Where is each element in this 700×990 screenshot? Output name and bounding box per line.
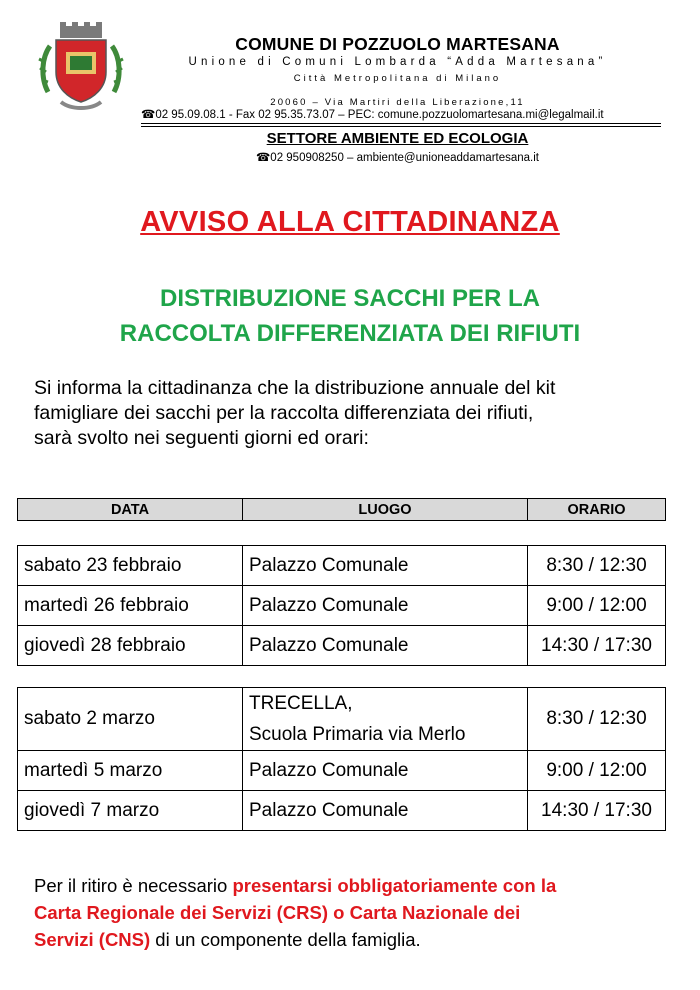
place-cell: Palazzo Comunale	[243, 586, 528, 626]
outro-paragraph	[34, 872, 664, 953]
outro-text: di un componente della famiglia.	[150, 929, 421, 950]
date-cell: sabato 23 febbraio	[18, 546, 243, 586]
date-cell: martedì 5 marzo	[18, 751, 243, 791]
outro-line	[34, 872, 664, 899]
place-cell	[243, 688, 528, 751]
time-cell: 9:00 / 12:00	[528, 586, 666, 626]
table-row	[18, 688, 666, 751]
notice-title: AVVISO ALLA CITTADINANZA	[140, 206, 560, 238]
time-cell: 8:30 / 12:30	[528, 688, 666, 751]
outro-highlight: presentarsi obbligatoriamente con la	[232, 875, 557, 896]
subtitle-line1: DISTRIBUZIONE SACCHI PER LA	[159, 285, 540, 312]
settore-contact: ☎02 950908250 – ambiente@unioneaddamartesana.it	[255, 152, 540, 164]
date-cell: giovedì 7 marzo	[18, 791, 243, 831]
time-cell: 14:30 / 17:30	[528, 791, 666, 831]
time-cell: 9:00 / 12:00	[528, 751, 666, 791]
comune-name: COMUNE DI POZZUOLO MARTESANA	[235, 34, 560, 54]
outro-text: Per il ritiro è necessario	[34, 875, 233, 896]
march-table	[17, 687, 666, 831]
place-line: Scuola Primaria via Merlo	[249, 724, 466, 745]
header-place: LUOGO	[243, 499, 528, 521]
schedule-header	[17, 498, 666, 521]
address: 20060 – Via Martiri della Liberazione,11	[270, 97, 525, 108]
subtitle-line2: RACCOLTA DIFFERENZIATA DEI RIFIUTI	[119, 320, 581, 347]
citta-metropolitana: Città Metropolitana di Milano	[293, 73, 502, 84]
header-contacts: ☎02 95.09.08.1 - Fax 02 95.35.73.07 – PEC: comune.pozzuolomartesana.mi@legalmail.it	[141, 109, 604, 121]
place-cell: Palazzo Comunale	[243, 546, 528, 586]
outro-highlight: Servizi (CNS)	[34, 929, 151, 950]
time-cell: 8:30 / 12:30	[528, 546, 666, 586]
unione-name: Unione di Comuni Lombarda “Adda Martesana”	[188, 56, 607, 68]
time-cell: 14:30 / 17:30	[528, 626, 666, 666]
date-cell: martedì 26 febbraio	[18, 586, 243, 626]
intro-line: sarà svolto nei seguenti giorni ed orari:	[34, 427, 369, 449]
header-time: ORARIO	[528, 499, 666, 521]
place-cell: Palazzo Comunale	[243, 791, 528, 831]
settore-title: SETTORE AMBIENTE ED ECOLOGIA	[266, 130, 529, 147]
date-cell: sabato 2 marzo	[18, 688, 243, 751]
place-cell: Palazzo Comunale	[243, 751, 528, 791]
place-line: TRECELLA,	[249, 693, 353, 714]
municipal-crest-icon	[36, 22, 126, 114]
date-cell: giovedì 28 febbraio	[18, 626, 243, 666]
table-row	[18, 751, 666, 791]
february-table	[17, 545, 666, 666]
intro-paragraph	[34, 376, 664, 451]
outro-line	[34, 926, 664, 953]
intro-line: famigliare dei sacchi per la raccolta differenziata dei rifiuti,	[34, 402, 534, 424]
divider	[141, 126, 661, 127]
outro-highlight: Carta Regionale dei Servizi (CRS) o Carta Nazionale dei	[34, 902, 521, 923]
divider	[141, 123, 661, 124]
table-row	[18, 791, 666, 831]
table-row	[18, 546, 666, 586]
intro-line: Si informa la cittadinanza che la distribuzione annuale del kit	[34, 377, 556, 399]
table-row	[18, 586, 666, 626]
place-cell: Palazzo Comunale	[243, 626, 528, 666]
header-date: DATA	[18, 499, 243, 521]
table-row	[18, 626, 666, 666]
